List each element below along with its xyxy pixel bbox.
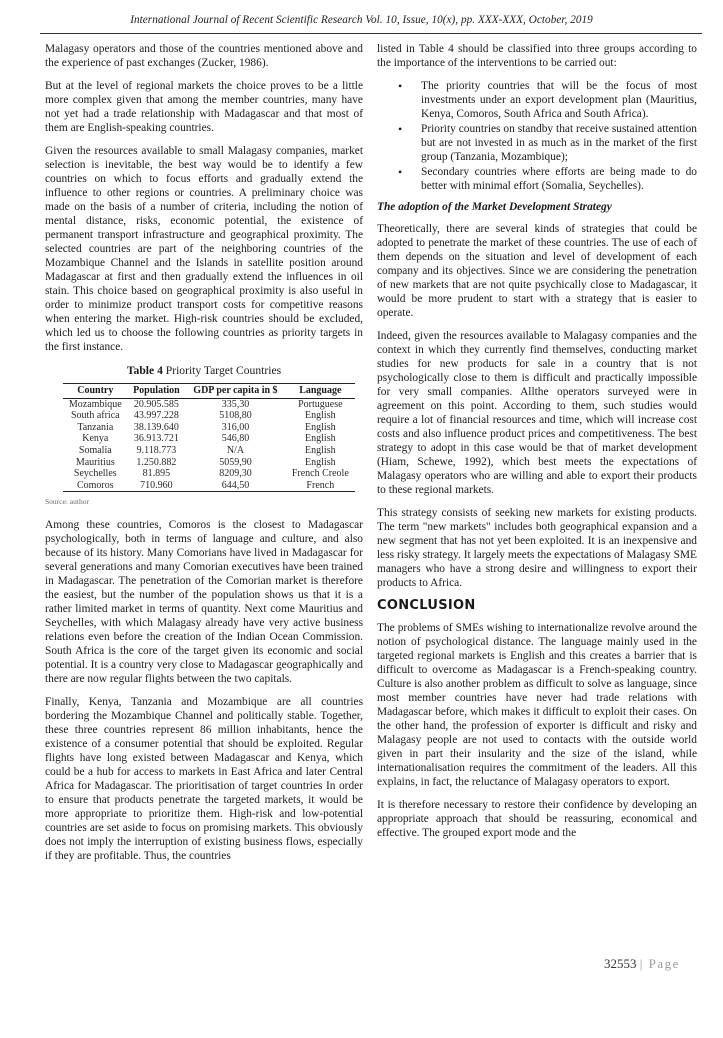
paragraph: Malagasy operators and those of the countries mentioned above and the experience of past exchanges (Zucker, 1986). xyxy=(45,43,363,69)
table-caption xyxy=(45,364,363,378)
list-item: • Priority countries on standby that receive sustained attention but are not invested in as much as in the market of the first group (Tanzania, Mozambique); xyxy=(421,122,697,164)
cell-population: 81.895 xyxy=(142,468,171,480)
column-header-country: Country xyxy=(63,384,128,399)
page-label: | Page xyxy=(639,956,680,971)
paragraph: It is therefore necessary to restore their confidence by developing an appropriate approach that should be reassuring, economical and effective. The grouped export mode and the xyxy=(377,799,697,839)
cell-population: 20.905.585 xyxy=(133,398,179,410)
right-column xyxy=(377,42,697,849)
table-row xyxy=(63,422,355,434)
cell-gdp: N/A xyxy=(226,444,245,456)
cell-population: 36.913.721 xyxy=(133,433,179,445)
list-item: • The priority countries that will be the focus of most investments under an export development plan (Mauritius, Kenya, Comoros, South Africa and South Africa). xyxy=(421,79,697,121)
table-caption-label: Table 4 xyxy=(126,364,163,377)
cell-language: English xyxy=(305,410,336,422)
cell-gdp: 335,30 xyxy=(221,398,250,410)
cell-country: Somalia xyxy=(78,444,112,456)
cell-language: French Creole xyxy=(291,468,349,480)
table-row xyxy=(63,480,355,492)
paragraph: Given the resources available to small Malagasy companies, market selection is inevitable, the best way would be to identify a few countries on which to focus efforts and gradually extend the influence to other regions or countries. A preliminary choice was made on the basis of a number of criteria, including the notion of mental distance, risks, economic potential, the existence of permanent transport infrastructure and geographical proximity. The selected countries are part of the neighboring countries of the Mozambique Channel and the Islands in satellite position around Madagascar at first and then gradually extend the influences in oil stain. This choice based on geographical proximity is also useful in order to minimize product transport costs for competitive reasons when entering the market. High-risk countries should be excluded, which led us to choose the following countries as priority targets in the first instance. xyxy=(45,145,363,353)
column-header-population: Population xyxy=(128,384,186,399)
cell-language: English xyxy=(305,433,336,445)
cell-language: English xyxy=(305,444,336,456)
cell-country: Mozambique xyxy=(68,398,122,410)
cell-gdp: 8209,30 xyxy=(219,468,252,480)
table-row xyxy=(63,410,355,422)
cell-language: French xyxy=(286,480,355,492)
header-rule xyxy=(40,33,702,34)
list-item: • Secondary countries where efforts are being made to do better with minimal effort (Somalia, Seychelles). xyxy=(421,165,697,193)
cell-gdp: 546,80 xyxy=(221,433,250,445)
cell-country: Seychelles xyxy=(73,468,117,480)
priority-groups-list xyxy=(377,79,697,193)
cell-country: Tanzania xyxy=(77,421,114,433)
table-row xyxy=(63,457,355,469)
paragraph: But at the level of regional markets the choice proves to be a little more complex given that among the member countries, many have not yet had a trade relationship with Madagascar and that most of them are English-speaking countries. xyxy=(45,80,363,134)
table-header-row xyxy=(63,384,355,399)
paragraph: The problems of SMEs wishing to internationalize revolve around the notion of psychological distance. The language mainly used in the targeted regional markets is English and this creates a barrier that is difficult to overcome as Madagascar is a French-speaking country. Culture is also another problem as difficult to solve as language, since most member countries have never had trade relations with Madagascar before, which makes it difficult to exploit their cases. On the other hand, the profession of exporter is difficult and risky and Malagasy people are not used to contacts with the outside world given in part their insularity and the size of the island, while internationalisation requires the commitment of the leaders. All this explains, in fact, the reluctance of Malagasy operators to export. xyxy=(377,622,697,788)
page-number: 32553 xyxy=(604,956,637,971)
table-row xyxy=(63,433,355,445)
cell-language: English xyxy=(305,421,336,433)
paragraph: listed in Table 4 should be classified into three groups according to the importance of the interventions to be carried out: xyxy=(377,43,697,69)
subheading: The adoption of the Market Development Strategy xyxy=(377,201,612,213)
paragraph: Finally, Kenya, Tanzania and Mozambique are all countries bordering the Mozambique Channel and politically stable. Together, these three countries represent 86 million inhabitants, hence the existence of a consumer potential that should be exploited. Regular flights have long existed between Madagascar and Kenya, which could be a hub for access to markets in East Africa and later Central Africa for Madagascar. The prioritisation of target countries In order to ensure that products penetrate the targeted markets, it would be more appropriate to prioritize them. High-risk and low-potential countries are set aside to focus on promising markets. This obviously does not imply the interruption of existing business flows, especially if they are profitable. Thus, the countries xyxy=(45,696,363,863)
paragraph: Indeed, given the resources available to Malagasy companies and the context in which they currently find themselves, conducting market studies for new products for sale in a country that is not psychologically close to them is difficult and practically impossible for very small companies. Allthe operators surveyed were in agreement on this point. According to them, such studies would require a lot of financial resources and time, which will increase cost costs and also influence product prices and competitiveness. The best strategy to adopt in this case would be that of market development (Hiam, Schewe, 1992), which best meets the expectations of Malagasy operators who are willing and able to export their products to these regional markets. xyxy=(377,330,697,496)
cell-gdp: 316,00 xyxy=(221,421,250,433)
cell-gdp: 644,50 xyxy=(185,480,285,492)
paragraph: This strategy consists of seeking new markets for existing products. The term "new markets" includes both geographical expansion and a new segment that has not yet been exploited. It is an inexpensive and less risky strategy. It largely meets the expectations of Malagasy SME managers who have a strong desire and willingness to export their products to Africa. xyxy=(377,507,697,589)
table-caption-text: Priority Target Countries xyxy=(162,364,282,377)
left-column xyxy=(45,42,363,872)
column-header-gdp: GDP per capita in $ xyxy=(185,384,285,399)
cell-gdp: 5108,80 xyxy=(219,410,252,422)
cell-population: 9.118.773 xyxy=(136,444,177,456)
cell-population: 710.960 xyxy=(128,480,186,492)
table-row xyxy=(63,468,355,480)
cell-country: Comoros xyxy=(63,480,128,492)
cell-gdp: 5059,90 xyxy=(219,456,252,468)
cell-country: Mauritius xyxy=(75,456,115,468)
table-row xyxy=(63,445,355,457)
cell-population: 38.139.640 xyxy=(133,421,179,433)
cell-country: Kenya xyxy=(82,433,109,445)
cell-language: English xyxy=(305,456,336,468)
page-footer xyxy=(604,956,680,972)
section-title: CONCLUSION xyxy=(377,598,476,613)
paragraph: Theoretically, there are several kinds of strategies that could be adopted to penetrate the market of these countries. The use of each of them depends on the situation and level of development of each company and its objectives. Since we are considering the penetration of new markets that are not quite psychically close to Madagascar, it would be more prudent to start with a strategy that is easier to operate. xyxy=(377,223,697,319)
paragraph: Among these countries, Comoros is the closest to Madagascar psychologically, both in terms of language and culture, and also because of its history. Many Comorians have lived in Madagascar for several generations and many Comorian executives have been trained in Madagascar. The penetration of the Comorian market is therefore the easiest, but the number of the population shows us that it is a rather limited market in terms of quantity. Next come Mauritius and Seychelles, with which Malagasy already have very active business relations even before the creation of the Indian Ocean Commission. South Africa is the core of the target given its economic and social potential. It is a country very close to Madagascar geographically and there are now regular flights between the two capitals. xyxy=(45,519,363,686)
table-source: Source: author xyxy=(45,497,89,507)
cell-population: 1.250.882 xyxy=(136,456,177,468)
running-header: International Journal of Recent Scientific Research Vol. 10, Issue, 10(x), pp. XXX-XXX, October, 2019 xyxy=(130,14,593,26)
table-row xyxy=(63,398,355,410)
cell-population: 43.997.228 xyxy=(133,410,179,422)
column-header-language: Language xyxy=(286,384,355,399)
cell-country: South africa xyxy=(70,410,120,422)
priority-countries-table xyxy=(63,383,355,492)
cell-language: Portuguese xyxy=(298,398,343,410)
